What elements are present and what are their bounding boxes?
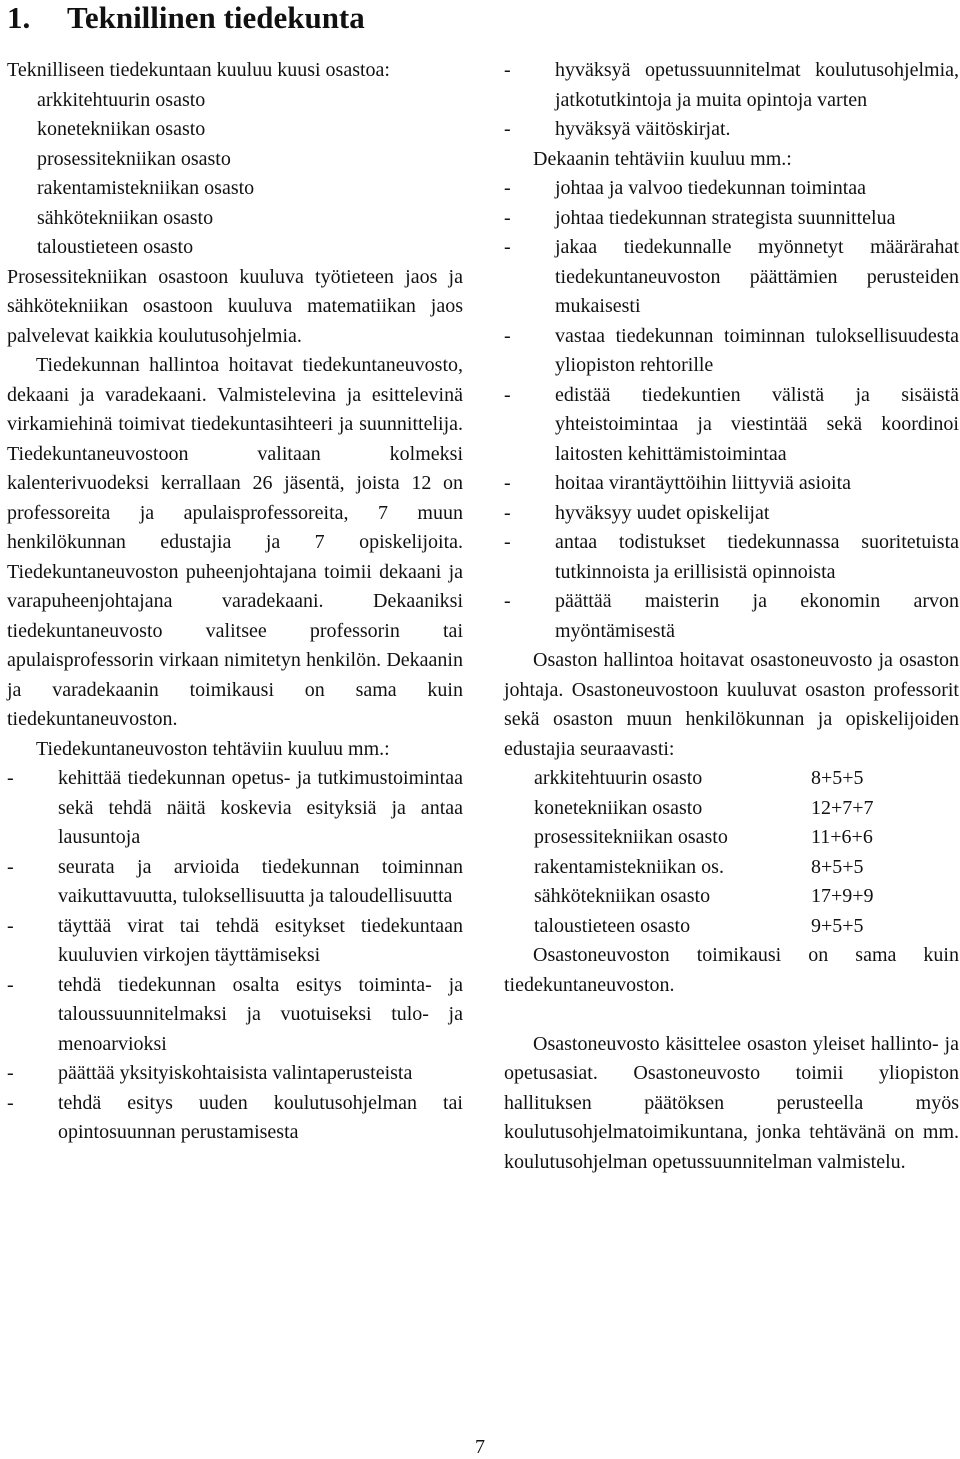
section-title: Teknillinen tiedekunta: [67, 0, 365, 35]
term-paragraph: Osastoneuvoston toimikausi on sama kuin tiedekuntaneuvoston.: [504, 944, 959, 996]
dean-duty-item: - edistää tiedekuntien välistä ja sisäistä yhteistoimintaa ja viestintää sekä koordinoi laitosten kehittämistoimintaa: [504, 381, 959, 470]
intro-paragraph: Teknilliseen tiedekuntaan kuuluu kuusi osastoa:: [7, 59, 390, 81]
page-number: 7: [475, 1436, 485, 1458]
member-dept: sähkötekniikan osasto: [534, 885, 711, 907]
council-duties-list: [7, 764, 463, 1148]
table-row: [534, 794, 874, 824]
duty-item: - seurata ja arvioida tiedekunnan toiminnan vaikuttavuutta, tuloksellisuutta ja taloudellisuutta: [7, 853, 463, 912]
department-item: prosessitekniikan osasto: [37, 147, 231, 170]
member-dept: konetekniikan osasto: [534, 796, 703, 819]
dean-duty-item: - jakaa tiedekunnalle myönnetyt määrärahat tiedekuntaneuvoston päättämien perusteiden mukaisesti: [504, 233, 959, 322]
department-item: konetekniikan osasto: [37, 118, 206, 140]
dean-duty-item: - vastaa tiedekunnan toiminnan tuloksellisuudesta yliopiston rehtorille: [504, 322, 959, 381]
member-dept: prosessitekniikan osasto: [534, 826, 728, 848]
right-column: [504, 56, 959, 1177]
table-row: [534, 882, 874, 912]
left-column: [7, 56, 463, 1148]
table-row: [534, 823, 874, 853]
council-duties-intro: Tiedekuntaneuvoston tehtäviin kuuluu mm.:: [36, 737, 390, 760]
duty-item: - hyväksyä opetussuunnitelmat koulutusohjelmia, jatkotutkintoja ja muita opintoja varten: [504, 56, 959, 115]
service-paragraph: Prosessitekniikan osastoon kuuluva työtieteen jaos ja sähkötekniikan osastoon kuuluva matematiikan jaos palvelevat kaikkia koulutusohjelmia.: [7, 265, 463, 347]
member-count: 17+9+9: [811, 885, 874, 907]
member-count: 12+7+7: [811, 796, 874, 819]
department-list: [7, 86, 463, 263]
tasks-paragraph: Osastoneuvosto käsittelee osaston yleiset hallinto- ja opetusasiat. Osastoneuvosto toimii yliopiston hallituksen päätöksen perusteella myös koulutusohjelmatoimikuntana, jonka tehtävänä on mm. koulutusohjelman opetussuunnitelman valmistelu.: [504, 1032, 959, 1173]
duty-item: - kehittää tiedekunnan opetus- ja tutkimustoimintaa sekä tehdä näitä koskevia esityksiä ja antaa lausuntoja: [7, 764, 463, 853]
dean-duties-intro: Dekaanin tehtäviin kuuluu mm.:: [533, 147, 792, 170]
paragraph-gap: [504, 1000, 959, 1030]
department-item: rakentamistekniikan osasto: [37, 177, 255, 199]
member-count: 8+5+5: [811, 855, 864, 878]
administration-paragraph: Tiedekunnan hallintoa hoitavat tiedekuntaneuvosto, dekaani ja varadekaani. Valmistelevina ja esittelevinä virkamiehinä toimivat tiedekuntasihteeri ja suunnittelija. Tiedekuntaneuvostoon valitaan kolmeksi kalenterivuodeksi kerrallaan 26 jäsentä, joista 12 on professoreita ja apulaisprofessoreita, 7 muun henkilökunnan edustajia ja 7 opiskelijoita. Tiedekuntaneuvoston puheenjohtajana toimii dekaani ja varapuheenjohtajana varadekaani. Dekaaniksi tiedekuntaneuvosto valitsee professorin tai apulaisprofessorin virkaan nimitetyn henkilön. Dekaanin ja varadekaanin toimikausi on sama kuin tiedekuntaneuvoston.: [7, 354, 463, 730]
duty-item: - täyttää virat tai tehdä esitykset tiedekuntaan kuuluvien virkojen täyttämiseksi: [7, 912, 463, 971]
table-row: [534, 912, 874, 942]
member-dept: taloustieteen osasto: [534, 914, 691, 937]
duty-item: - päättää yksityiskohtaisista valintaperusteista: [7, 1059, 463, 1089]
duty-item: - tehdä esitys uuden koulutusohjelman tai opintosuunnan perustamisesta: [7, 1089, 463, 1148]
dean-duty-item: - hoitaa virantäyttöihin liittyviä asioita: [504, 469, 959, 499]
duty-item: - tehdä tiedekunnan osalta esitys toiminta- ja taloussuunnitelmaksi ja vuotuiseksi tulo- ja menoarvioksi: [7, 971, 463, 1060]
section-number: 1.: [7, 0, 31, 35]
duty-item: - hyväksyä väitöskirjat.: [504, 115, 959, 145]
section-heading: [7, 0, 365, 36]
dean-duty-item: - hyväksyy uudet opiskelijat: [504, 499, 959, 529]
dean-duty-item: - johtaa tiedekunnan strategista suunnittelua: [504, 204, 959, 234]
dean-duties-list: [504, 174, 959, 646]
member-dept: rakentamistekniikan os.: [534, 855, 724, 878]
table-row: [534, 853, 874, 883]
department-item: sähkötekniikan osasto: [37, 206, 214, 229]
member-table: [534, 764, 874, 941]
dean-duty-item: - antaa todistukset tiedekunnassa suoritetuista tutkinnoista ja erillisistä opinnoista: [504, 528, 959, 587]
member-count: 9+5+5: [811, 914, 864, 937]
department-item: taloustieteen osasto: [37, 236, 194, 258]
department-item: arkkitehtuurin osasto: [37, 88, 206, 111]
department-admin-paragraph: Osaston hallintoa hoitavat osastoneuvosto ja osaston johtaja. Osastoneuvostoon kuuluvat osaston professorit sekä osaston muun henkilökunnan ja opiskelijoiden edustajia seuraavasti:: [504, 649, 959, 760]
member-dept: arkkitehtuurin osasto: [534, 767, 703, 789]
dean-duty-item: - johtaa ja valvoo tiedekunnan toimintaa: [504, 174, 959, 204]
member-count: 8+5+5: [811, 767, 864, 789]
member-count: 11+6+6: [811, 826, 873, 848]
table-row: [534, 764, 874, 794]
dean-duty-item: - päättää maisterin ja ekonomin arvon myöntämisestä: [504, 587, 959, 646]
